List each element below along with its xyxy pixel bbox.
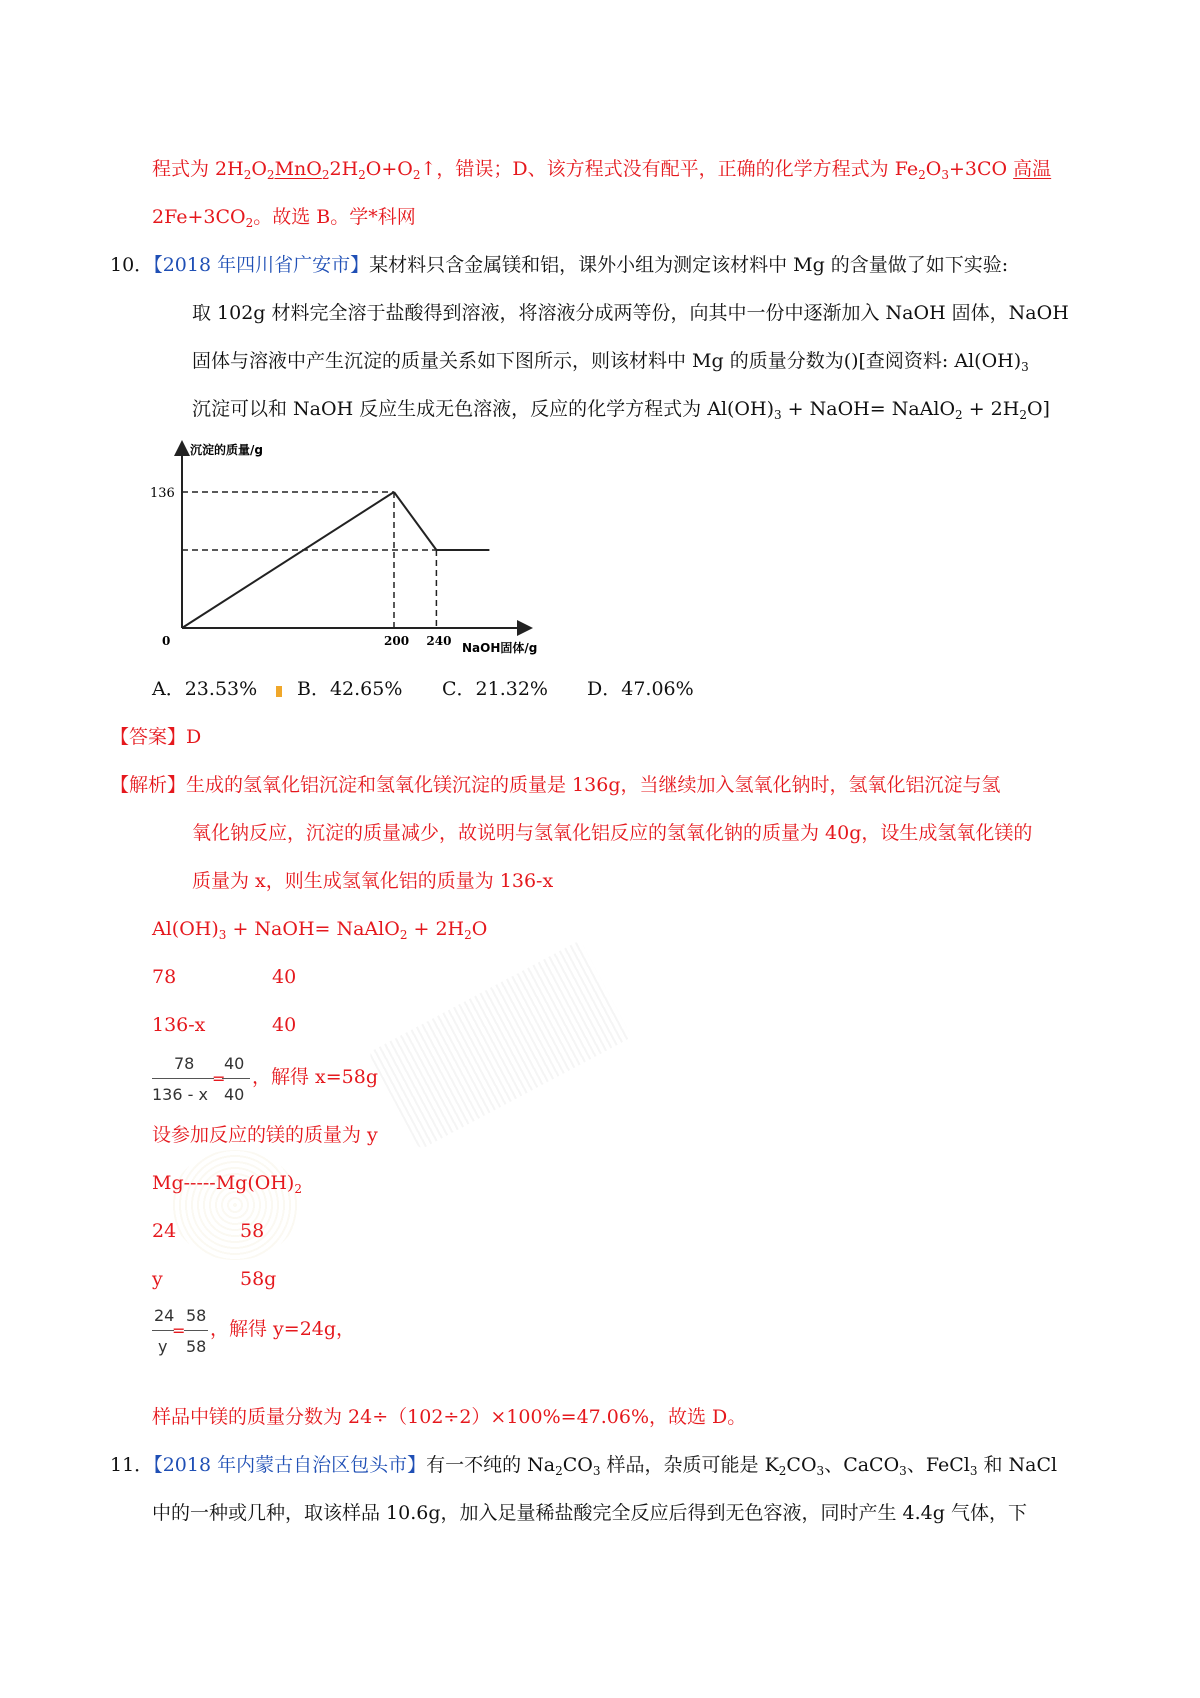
sub: 2 [412, 168, 421, 182]
numerator: 58 [186, 1306, 207, 1325]
text: 、CaCO [824, 1454, 900, 1476]
sub: 3 [592, 1464, 601, 1478]
text: 某材料只含金属镁和铝，课外小组为测定该材料中 Mg 的含量做了如下实验: [369, 254, 1009, 276]
option-a: A．23.53% [152, 678, 258, 700]
ratio-row-1 [152, 966, 297, 988]
q10-line-1 [110, 256, 1008, 275]
x-axis-label: NaOH固体/g [462, 641, 538, 655]
equals: = [172, 1321, 186, 1340]
equation-mg [152, 1172, 302, 1196]
text: 58 [240, 1220, 265, 1242]
text: 136-x [152, 1014, 206, 1036]
ratio-row-4 [152, 1268, 277, 1290]
text: 氧化钠反应，沉淀的质量减少，故说明与氢氧化铝反应的氢氧化钠的质量为 40g，设生成氢氧化镁的 [192, 822, 1033, 844]
text: 样品中镁的质量分数为 24÷（102÷2）×100%=47.06%，故选 D。 [152, 1406, 747, 1428]
text: 有一不纯的 Na [426, 1454, 556, 1476]
question-source: 【2018 年内蒙古自治区包头市】 [153, 1454, 427, 1476]
question-number: 11． [110, 1454, 154, 1476]
analysis-line-1 [110, 776, 1001, 795]
x-tick-label: 0 [162, 634, 171, 648]
sub: 2 [778, 1464, 787, 1478]
text: 40 [272, 966, 297, 988]
analysis-line-3 [192, 872, 553, 891]
text: 样品，杂质可能是 K [600, 1454, 779, 1476]
sub: 2 [918, 168, 926, 182]
ratio-row-3 [152, 1220, 265, 1242]
question-source: 【2018 年四川省广安市】 [153, 254, 370, 276]
equals: = [212, 1069, 226, 1088]
text: 质量为 x，则生成氢氧化铝的质量为 136-x [192, 870, 554, 892]
sub: 2 [266, 168, 275, 182]
q11-line-2 [152, 1504, 1027, 1523]
text: O] [1026, 398, 1050, 420]
sub: 3 [899, 1464, 907, 1478]
sub: 2 [294, 1182, 302, 1196]
sub: 2 [245, 216, 254, 230]
q10-line-3 [192, 350, 1029, 374]
equation-aloh3 [152, 918, 488, 942]
sub: 3 [969, 1464, 978, 1478]
denominator: y [158, 1337, 168, 1356]
option-d: D．47.06% [587, 678, 694, 700]
fraction-bar [152, 1330, 174, 1331]
text: O [471, 918, 488, 940]
reaction-condition-2: 高温 [1013, 158, 1052, 180]
denominator: 58 [186, 1337, 207, 1356]
text: 78 [152, 966, 177, 988]
orange-marker [276, 686, 282, 697]
q11-line-1 [110, 1454, 1058, 1478]
analysis-label: 【解析】 [110, 774, 187, 796]
sub: 3 [774, 408, 782, 422]
analysis-line-2 [192, 824, 1032, 843]
text: + 2H [407, 918, 465, 940]
text: CO [562, 1454, 593, 1476]
set-y-line [152, 1126, 378, 1145]
text: 、FeCl [906, 1454, 970, 1476]
text: 取 102g 材料完全溶于盐酸得到溶液，将溶液分成两等份，向其中一份中逐渐加入 NaOH 固体，NaOH [192, 302, 1069, 324]
text: CO [786, 1454, 817, 1476]
question-number: 10． [110, 254, 154, 276]
text: Al(OH) [152, 918, 219, 940]
text: 固体与溶液中产生沉淀的质量关系如下图所示，则该材料中 Mg 的质量分数为()[查阅资料: Al(OH) [192, 350, 1022, 372]
numerator: 24 [154, 1306, 175, 1325]
watermark-logo [170, 1150, 300, 1260]
sub: 2 [358, 168, 366, 182]
text: ，解得 y=24g， [210, 1318, 356, 1340]
q10-line-4 [192, 398, 1050, 422]
sub: 3 [941, 168, 949, 182]
text: + NaOH= NaAlO [781, 398, 956, 420]
answer-label: 【答案】 [110, 726, 187, 748]
text: 和 NaCl [977, 1454, 1058, 1476]
text: 生成的氢氧化铝沉淀和氢氧化镁沉淀的质量是 136g，当继续加入氢氧化钠时，氢氧化铝沉淀与氢 [186, 774, 1001, 796]
sub: 3 [816, 1464, 825, 1478]
text: 中的一种或几种，取该样品 10.6g，加入足量稀盐酸完全反应后得到无色容液，同时产生 4.4g 气体，下 [152, 1502, 1027, 1524]
text: ↑，错误；D、该方程式没有配平，正确的化学方程式为 Fe [420, 158, 919, 180]
y-axis-label: 沉淀的质量/g [190, 443, 263, 457]
text: 设参加反应的镁的质量为 y [152, 1124, 378, 1146]
fraction-x [152, 1052, 262, 1108]
text: O [925, 158, 942, 180]
text: 沉淀可以和 NaOH 反应生成无色溶液，反应的化学方程式为 Al(OH) [192, 398, 774, 420]
sub: 2 [243, 168, 252, 182]
fraction-y-result [210, 1320, 355, 1339]
fraction-x-result [252, 1068, 378, 1087]
y-tick-label: 136 [150, 486, 175, 501]
numerator: 40 [224, 1054, 245, 1073]
text: y [152, 1268, 163, 1290]
text: Mg-----Mg(OH) [152, 1172, 295, 1194]
text: + NaOH= NaAlO [226, 918, 400, 940]
text: 58g [240, 1268, 277, 1290]
numerator: 78 [174, 1054, 195, 1073]
text: +3CO [948, 158, 1014, 180]
text: 40 [272, 1014, 297, 1036]
sub: 2 [955, 408, 963, 422]
text: O [251, 158, 267, 180]
text: 2Fe+3CO [152, 206, 246, 228]
text: + 2H [962, 398, 1020, 420]
sub: 2 [1019, 408, 1027, 422]
sub: 3 [1021, 360, 1029, 374]
series-segment [182, 492, 394, 628]
watermark [368, 940, 632, 1150]
denominator: 40 [224, 1085, 245, 1104]
fraction-bar [152, 1078, 214, 1079]
denominator: 136 - x [152, 1085, 208, 1104]
precipitate-mass-chart [150, 440, 570, 660]
answer-line [110, 728, 201, 747]
sub: 2 [555, 1464, 563, 1478]
text: 24 [152, 1220, 177, 1242]
q10-line-2 [192, 304, 1069, 323]
conclusion [152, 1408, 746, 1427]
sub: 2 [464, 928, 472, 942]
text: O+O [365, 158, 413, 180]
sub: 2 [399, 928, 408, 942]
q9-line-2 [152, 206, 416, 230]
option-c: C．21.32% [442, 678, 548, 700]
x-tick-label: 200 [384, 634, 410, 648]
x-tick-label: 240 [426, 634, 452, 648]
fraction-bar [222, 1078, 250, 1079]
sub: 3 [218, 928, 227, 942]
answer-value: D [186, 726, 202, 748]
option-b: B．42.65% [297, 678, 403, 700]
text: 2H [329, 158, 359, 180]
reaction-condition: MnO$_2$ [274, 158, 330, 182]
ratio-row-2 [152, 1014, 297, 1036]
series-segment [394, 492, 436, 550]
fraction-bar [184, 1330, 208, 1331]
text: 程式为 2H [152, 158, 244, 180]
text: 。故选 B。学*科网 [253, 206, 416, 228]
q9-line-1 [152, 158, 1052, 182]
text: ，解得 x=58g [252, 1066, 379, 1088]
